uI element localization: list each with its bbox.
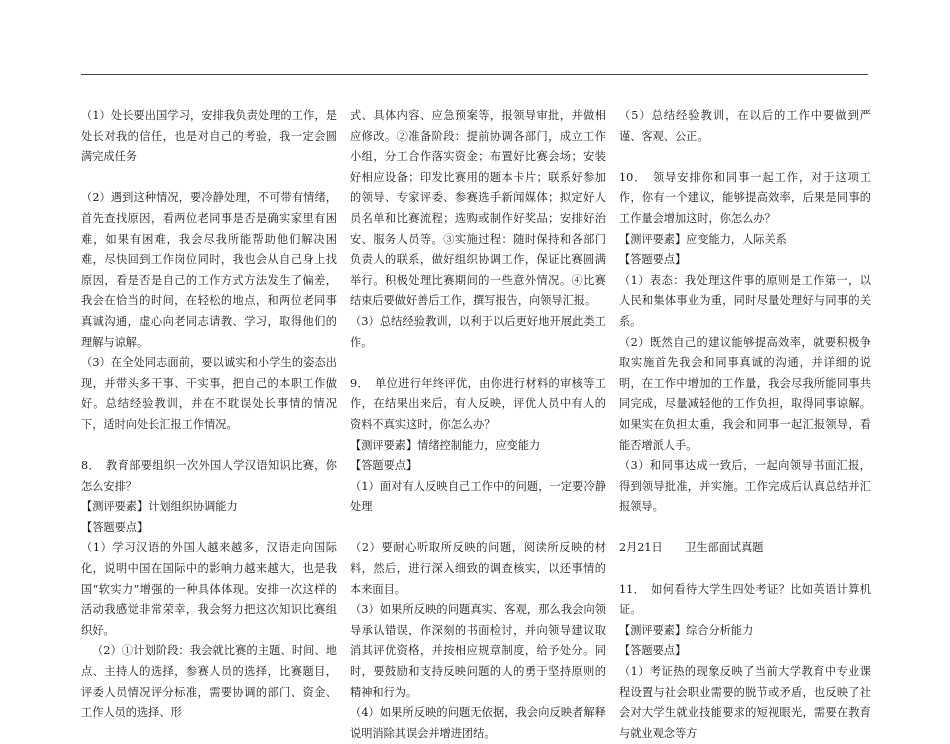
paragraph: （1）处长要出国学习，安排我负责处理的工作，是处长对我的信任，也是对自己的考验，我一定会圆满完成任务	[81, 109, 337, 164]
paragraph: 【测评要素】综合分析能力	[619, 623, 754, 637]
paragraph: 【答题要点】	[619, 253, 687, 267]
text-column-right	[619, 106, 871, 744]
paragraph: 11． 如何看待大学生四处考证？比如英语计算机证。	[619, 582, 871, 617]
paragraph: 【测评要素】应变能力，人际关系	[619, 232, 787, 246]
paragraph: （4）如果所反映的问题无依据，我会向反映者解释说明消除其误会并增进团结。	[350, 706, 606, 740]
paragraph: （2）既然自己的建议能够提高效率，就要积极争取实施首先我会和同事真诚的沟通，并详细的说明，在工作中增加的工作量，我会尽我所能同事共同完成，尽量减轻他的工作负担，取得同事谅解。如果实在负担太重，我会和同事一起汇报领导，看能否增派人手。	[619, 335, 871, 452]
paragraph: 【答题要点】	[350, 459, 418, 473]
paragraph: （1）表态：我处理这件事的原则是工作第一，以人民和集体事业为重，同时尽量处理好与同事的关系。	[619, 273, 871, 328]
paragraph: （1）学习汉语的外国人越来越多，汉语走向国际化，说明中国在国际中的影响力越来越大，也是我国“软实力”增强的一种具体体现。安排一次这样的活动我感觉非常荣幸，我会努力把这次知识比赛组织好。	[81, 541, 337, 637]
paragraph: 式、具体内容、应急预案等，报领导审批，并做相应修改。②准备阶段：提前协调各部门，成立工作小组，分工合作落实资金；布置好比赛会场；安装好相应设备；印发比赛用的题本卡片；联系好参加的领导、专家评委、参赛选手新闻媒体；拟定好人员名单和比赛流程；选购或制作好奖品；安排好治安、服务人员等。③实施过程：随时保持和各部门负责人的联系，做好组织协调工作，保证比赛圆满举行。积极处理比赛期间的一些意外情况。④比赛结束后要做好善后工作，撰写报告，向领导汇报。	[350, 109, 606, 308]
paragraph-gap	[619, 147, 871, 168]
paragraph: 【测评要素】计划组织协调能力	[81, 500, 238, 514]
paragraph-gap	[619, 559, 871, 580]
paragraph: （3）总结经验教训，以利于以后更好地开展此类工作。	[350, 314, 606, 349]
paragraph: 10． 领导安排你和同事一起工作，对于这项工作，你有一个建议，能够提高效率，后果是同事的工作量会增加这时，你怎么办？	[619, 170, 871, 225]
paragraph: （2）遇到这种情况，要冷静处理，不可带有情绪，首先查找原因，看两位老同事是否是确实家里有困难，如果有困难，我会尽我所能帮助他们解决困难，尽快回到工作岗位同时，我也会从自己身上找原因，看是否是自己的工作方式方法发生了偏差，我会在恰当的时间，在轻松的地点，和两位老同事真诚沟通，虚心向老同志请教、学习，取得他们的理解与谅解。	[81, 191, 337, 349]
paragraph-gap	[81, 168, 337, 189]
paragraph: 8． 教育部要组织一次外国人学汉语知识比赛，你怎么安排？	[81, 459, 337, 493]
paragraph: 【答题要点】	[619, 644, 687, 658]
paragraph: （5）总结经验教训，在以后的工作中要做到严谨、客观、公正。	[619, 109, 871, 143]
text-column-middle	[350, 106, 606, 744]
header-rule	[81, 74, 868, 75]
text-column-left	[81, 106, 337, 724]
paragraph-gap	[81, 436, 337, 457]
paragraph: （3）在全处同志面前，要以诚实和小学生的姿态出现，并带头多干事、干实事，把自己的本职工作做好。总结经验教训，并在不耽误处长事情的情况下，适时向处长汇报工作情况。	[81, 356, 337, 431]
paragraph: 2月21日 卫生部面试真题	[619, 541, 764, 555]
paragraph: 9． 单位进行年终评优，由你进行材料的审核等工作，在结果出来后，有人反映，评优人员中有人的资料不真实这时，你怎么办？	[350, 376, 606, 431]
paragraph: （3）和同事达成一致后，一起向领导书面汇报，得到领导批准，并实施。工作完成后认真总结并汇报领导。	[619, 459, 871, 514]
paragraph: 【测评要素】情绪控制能力，应变能力	[350, 438, 541, 452]
paragraph: （2）①计划阶段：我会就比赛的主题、时间、地点、主持人的选择，参赛人员的选择，比赛题目，评委人员情况评分标准，需要协调的部门、资金、工作人员的选择、形	[81, 644, 337, 720]
paragraph: 【答题要点】	[81, 520, 149, 534]
paragraph-gap	[350, 353, 606, 374]
paragraph: （2）要耐心听取所反映的问题，阅读所反映的材料，然后，进行深入细致的调查核实，以还事情的本来面目。	[350, 541, 606, 596]
paragraph-gap	[350, 518, 606, 539]
paragraph-gap	[619, 518, 871, 539]
paragraph: （1）考证热的现象反映了当前大学教育中专业课程设置与社会职业需要的脱节或矛盾，也反映了社会对大学生就业技能要求的短视眼光，需要在教育与就业观念等方	[619, 665, 871, 740]
paragraph: （3）如果所反映的问题真实、客观，那么我会向领导承认错误，作深刻的书面检讨，并向领导建议取消其评优资格，并按相应规章制度，给予处分。同时，要鼓励和支持反映问题的人的勇于坚持原则的精神和行为。	[350, 603, 606, 699]
paragraph: （1）面对有人反映自己工作中的问题，一定要冷静处理	[350, 479, 606, 514]
